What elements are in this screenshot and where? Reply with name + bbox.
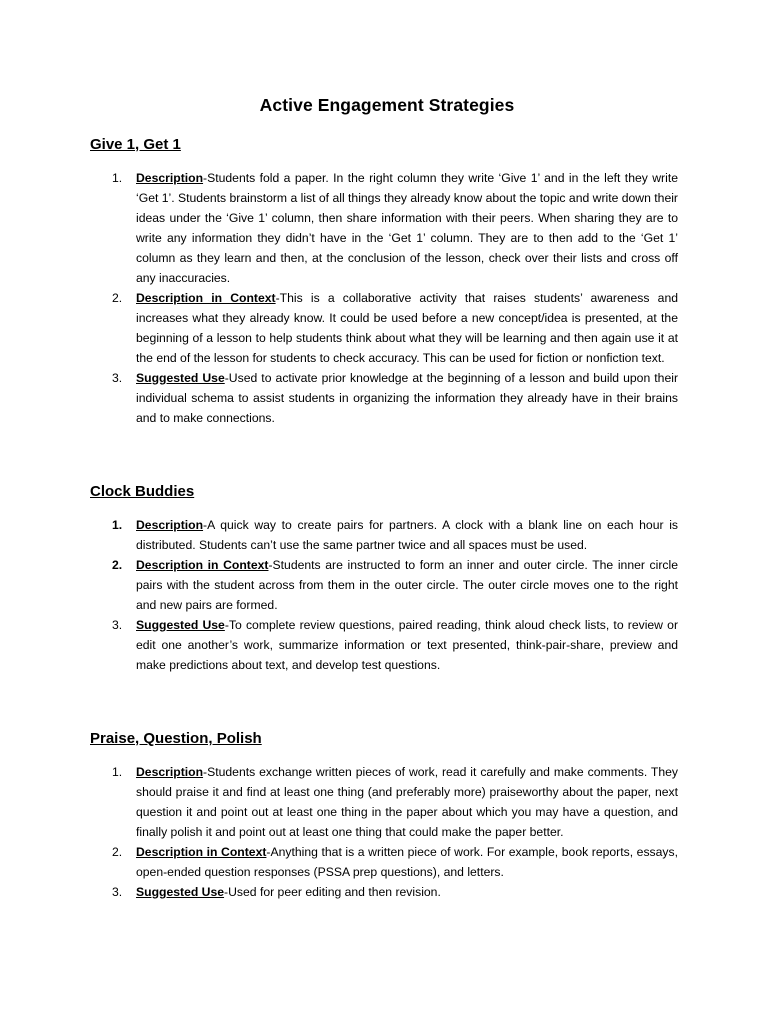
list-item (90, 368, 678, 428)
section-praise-question-polish (90, 730, 678, 902)
list-item (90, 288, 678, 368)
item-number: 2. (112, 291, 123, 305)
item-number: 1. (112, 518, 123, 532)
item-number: 3. (112, 885, 123, 899)
item-text: -To complete review questions, paired reading, think aloud check lists, to review or edit one another’s work, summarize information or text presented, think-pair-share, preview and make predictions about text, and develop test questions. (136, 618, 678, 672)
item-number: 1. (112, 765, 123, 779)
page-title: Active Engagement Strategies (259, 95, 515, 115)
numbered-list (90, 515, 678, 675)
item-number: 1. (112, 171, 123, 185)
item-number: 2. (112, 845, 123, 859)
item-term: Description in Context (136, 558, 269, 572)
list-item (90, 615, 678, 675)
item-text: -Used for peer editing and then revision. (224, 885, 441, 899)
list-item (90, 842, 678, 882)
item-term: Description in Context (136, 291, 276, 305)
list-item (90, 762, 678, 842)
numbered-list (90, 762, 678, 902)
section-give-1-get-1 (90, 136, 678, 428)
item-term: Suggested Use (136, 885, 225, 899)
item-term: Description (136, 765, 204, 779)
section-heading: Praise, Question, Polish (90, 730, 262, 747)
item-term: Description (136, 171, 204, 185)
section-clock-buddies (90, 483, 678, 675)
item-text: -Students are instructed to form an inner and outer circle. The inner circle pairs with the student across from them in the outer circle. The outer circle moves one to the right and new pairs are formed. (136, 558, 678, 612)
item-number: 2. (112, 558, 123, 572)
item-number: 3. (112, 371, 123, 385)
item-text: -Students exchange written pieces of work, read it carefully and make comments. They should praise it and find at least one thing (and preferably more) praiseworthy about the paper, next question it and point out at least one thing in the paper about which you may have a question, and finally polish it and point out at least one thing that could make the paper better. (136, 765, 678, 839)
item-number: 3. (112, 618, 123, 632)
list-item (90, 882, 678, 902)
item-term: Suggested Use (136, 371, 225, 385)
section-heading: Give 1, Get 1 (90, 136, 181, 153)
item-text: -Used to activate prior knowledge at the beginning of a lesson and build upon their individual schema to assist students in organizing the information they already have in their brains and to make connections. (136, 371, 679, 425)
item-term: Description (136, 518, 204, 532)
item-term: Suggested Use (136, 618, 225, 632)
numbered-list (90, 168, 678, 428)
item-text: -This is a collaborative activity that raises students’ awareness and increases what they already know. It could be used before a new concept/idea is presented, at the beginning of a lesson to help students think about what they will be learning and then again use it at the end of the lesson for students to check accuracy. This can be used for fiction or nonfiction text. (136, 291, 679, 365)
item-text: -A quick way to create pairs for partners. A clock with a blank line on each hour is distributed. Students can’t use the same partner twice and all spaces must be used. (136, 518, 678, 552)
item-term: Description in Context (136, 845, 267, 859)
list-item (90, 555, 678, 615)
item-text: -Students fold a paper. In the right column they write ‘Give 1’ and in the left they write ‘Get 1’. Students brainstorm a list of all things they already know about the topic and write down their ideas under the ‘Give 1’ column, then share information with their peers. When sharing they are to write any information they didn’t have in the ‘Get 1’ column. They are to then add to the ‘Get 1’ column as they learn and then, at the conclusion of the lesson, check over their lists and cross off any inaccuracies. (136, 171, 678, 285)
item-text: -Anything that is a written piece of work. For example, book reports, essays, open-ended question responses (PSSA prep questions), and letters. (136, 845, 678, 879)
list-item (90, 515, 678, 555)
section-heading: Clock Buddies (90, 483, 195, 500)
list-item (90, 168, 678, 288)
